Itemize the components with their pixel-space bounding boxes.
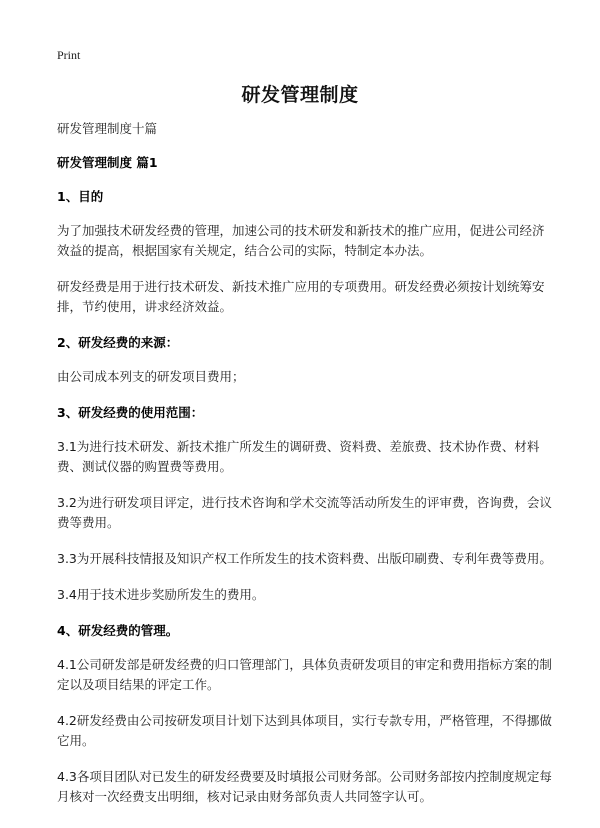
section-4-item-2: 4.2研发经费由公司按研发项目计划下达到具体项目，实行专款专用，严格管理，不得挪做它用。 <box>57 713 552 748</box>
section-3-item-2: 3.2为进行研发项目评定，进行技术咨询和学术交流等活动所发生的评审费，咨询费，会议费等费用。 <box>57 495 552 530</box>
section-3-item-1: 3.1为进行技术研发、新技术推广所发生的调研费、资料费、差旅费、技术协作费、材料费、测试仪器的购置费等费用。 <box>57 439 540 474</box>
section-1-heading: 1、目的 <box>57 189 104 204</box>
section-3-item-4: 3.4用于技术进步奖励所发生的费用。 <box>57 587 265 602</box>
document-body <box>57 119 554 823</box>
section-2-paragraph-1: 由公司成本列支的研发项目费用； <box>57 369 245 384</box>
section-4-item-3: 4.3各项目团队对已发生的研发经费要及时填报公司财务部。公司财务部按内控制度规定每月核对一次经费支出明细，核对记录由财务部负责人共同签字认可。 <box>57 769 552 804</box>
section-3-item-3: 3.3为开展科技情报及知识产权工作所发生的技术资料费、出版印刷费、专利年费等费用。 <box>57 551 552 566</box>
section-4-heading: 4、研发经费的管理。 <box>57 623 179 638</box>
document-title: 研发管理制度 <box>241 84 359 106</box>
part-heading: 研发管理制度 篇1 <box>57 155 158 170</box>
print-label: Print <box>57 48 81 62</box>
document-subtitle: 研发管理制度十篇 <box>57 121 158 136</box>
section-1-paragraph-1: 为了加强技术研发经费的管理，加速公司的技术研发和新技术的推广应用，促进公司经济效益的提高，根据国家有关规定，结合公司的实际，特制定本办法。 <box>57 223 545 258</box>
section-1-paragraph-2: 研发经费是用于进行技术研发、新技术推广应用的专项费用。研发经费必须按计划统筹安排，节约使用，讲求经济效益。 <box>57 279 545 314</box>
section-2-heading: 2、研发经费的来源： <box>57 335 179 350</box>
section-3-heading: 3、研发经费的使用范围： <box>57 405 204 420</box>
section-4-item-1: 4.1公司研发部是研发经费的归口管理部门，具体负责研发项目的审定和费用指标方案的制定以及项目结果的评定工作。 <box>57 657 552 692</box>
